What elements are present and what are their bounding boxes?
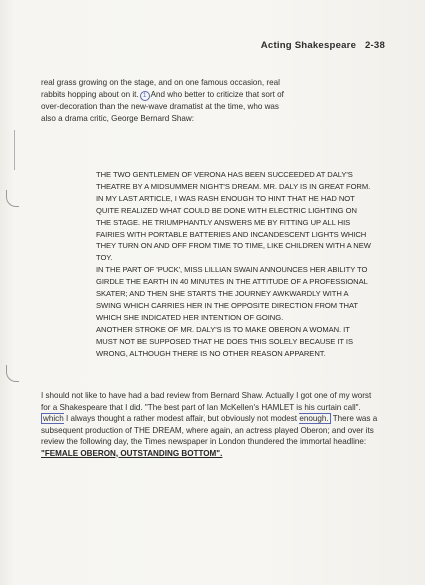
closing-paragraph [41, 390, 381, 459]
intro-line2-before: rabbits hopping about on it. [41, 89, 139, 99]
running-head [261, 40, 385, 51]
annotation-circle-mark: 1 [140, 91, 150, 101]
closing-text: I should not like to have had a bad review from Bernard Shaw. Actually I got one of my worst for a Shakespeare that I did. "The best part of Ian McKellen's HAMLET is his curtain call". [41, 391, 372, 412]
intro-line: over-decoration than the new-wave dramatist at the time, who was [41, 101, 279, 111]
running-head-title: Acting Shakespeare [260, 40, 357, 51]
intro-line: also a drama critic, George Bernard Shaw: [41, 113, 194, 123]
annotation-bracket: which [43, 414, 64, 423]
quote-paragraph: IN THE PART OF 'PUCK', MISS LILLIAN SWAIN ANNOUNCES HER ABILITY TO GIRDLE THE EARTH IN 40 MINUTES IN THE ATTITUDE OF A PROFESSIONAL SKATER; AND THEN SHE STARTS THE JOURNEY AWKWARDLY WITH A SWING WHICH CARRIES HER IN THE OPPOSITE DIRECTION FROM THAT WHICH SHE INDICATED HER INTENTION OF GOING. [96, 265, 368, 322]
newspaper-headline: "FEMALE OBERON, OUTSTANDING BOTTOM". [41, 448, 223, 458]
shaw-quotation [96, 169, 371, 360]
quote-paragraph: THE TWO GENTLEMEN OF VERONA HAS BEEN SUCCEEDED AT DALY'S THEATRE BY A MIDSUMMER NIGHT'S DREAM. MR. DALY IS IN GREAT FORM. IN MY LAST ARTICLE, I WAS RASH ENOUGH TO HINT THAT HE HAD NOT QUITE REALIZED WHAT COULD BE DONE WITH ELECTRIC LIGHTING ON THE STAGE. HE TRIUMPHANTLY ANSWERS ME BY FITTING UP ALL HIS FAIRIES WITH PORTABLE BATTERIES AND INCANDESCENT LIGHTS WHICH THEY TURN ON AND OFF FROM TIME TO TIME, LIKE CHILDREN WITH A NEW TOY. [96, 170, 371, 263]
annotation-bracket: enough. [299, 414, 329, 423]
closing-text: I always thought a rather modest affair, but obviously not modest [65, 414, 298, 423]
page-number: 2-38 [364, 40, 385, 51]
margin-curve-mark [6, 365, 19, 382]
margin-tick [14, 130, 15, 170]
quote-paragraph: ANOTHER STROKE OF MR. DALY'S IS TO MAKE OBERON A WOMAN. IT MUST NOT BE SUPPOSED THAT HE DOES THIS SOLELY BECAUSE IT IS WRONG, ALTHOUGH THERE IS NO OTHER REASON APPARENT. [96, 324, 353, 358]
intro-line-with-mark [41, 89, 381, 101]
intro-line2-after: And who better to criticize that sort of [150, 89, 284, 99]
intro-line: real grass growing on the stage, and on one famous occasion, real [41, 78, 280, 87]
closing-text: There was a subsequent production of THE DREAM, where again, an actress played Oberon; and over its review the following day, the Times newspaper in London thundered the immortal headline: [41, 414, 378, 446]
intro-paragraph [41, 77, 381, 124]
margin-curve-mark [6, 190, 19, 207]
